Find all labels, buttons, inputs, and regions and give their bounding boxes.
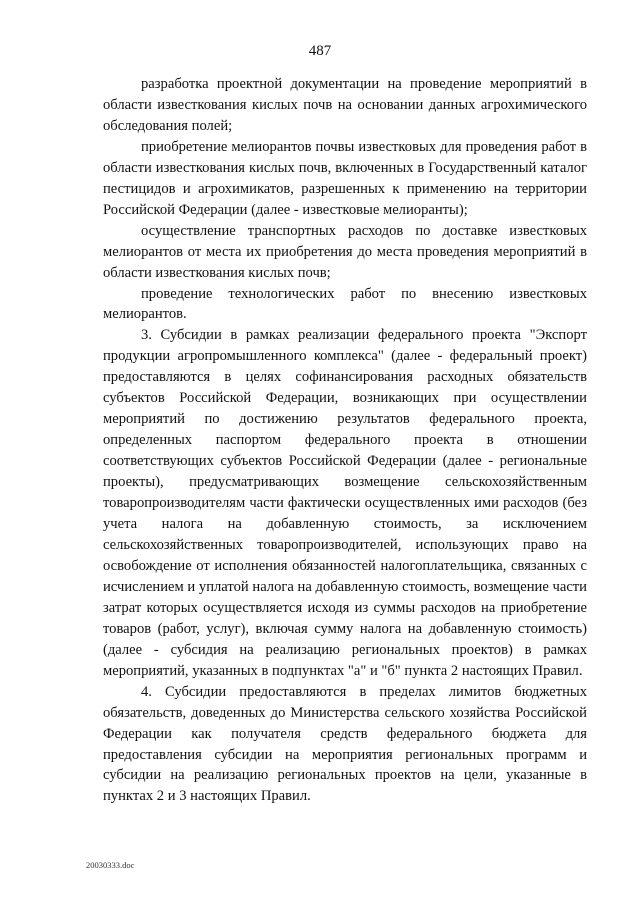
paragraph-item-3-export-subsidies: 3. Субсидии в рамках реализации федерального проекта "Экспорт продукции агропромышленного комплекса" (далее - федеральный проект) предоставляются в целях софинансирования расходных обязательств субъектов Российской Федерации, возникающих при осуществлении мероприятий по достижению результатов федерального проекта, определенных паспортом федерального проекта в отношении соответствующих субъектов Российской Федерации (далее - региональные проекты), предусматривающих возмещение сельскохозяйственным товаропроизводителям части фактически осуществленных ими расходов (без учета налога на добавленную стоимость, за исключением сельскохозяйственных товаропроизводителей, использующих право на освобождение от исполнения обязанностей налогоплательщика, связанных с исчислением и уплатой налога на добавленную стоимость, возмещение части затрат которых осуществляется исходя из суммы расходов на приобретение товаров (работ, услуг), включая сумму налога на добавленную стоимость) (далее - субсидия на реализацию региональных проектов) в рамках мероприятий, указанных в подпунктах "а" и "б" пункта 2 настоящих Правил.: [103, 327, 587, 679]
paragraph-item-4-budget-limits: 4. Субсидии предоставляются в пределах лимитов бюджетных обязательств, доведенных до Министерства сельского хозяйства Российской Федерации как получателя средств федерального бюджета для предоставления субсидии на мероприятия региональных программ и субсидии на реализацию региональных проектов на цели, указанные в пунктах 2 и 3 настоящих Правил.: [103, 683, 587, 805]
paragraph-lime-project-docs: разработка проектной документации на проведение мероприятий в области известкования кислых почв на основании данных агрохимического обследования полей;: [103, 76, 587, 134]
paragraph-transport-costs: осуществление транспортных расходов по доставке известковых мелиорантов от места их приобретения до места проведения мероприятий в области известкования кислых почв;: [103, 222, 587, 281]
paragraph-lime-ameliorants-purchase: приобретение мелиорантов почвы известковых для проведения работ в области известкования кислых почв, включенных в Государственный каталог пестицидов и агрохимикатов, разрешенных к применению на территории Российской Федерации (далее - известковые мелиоранты);: [103, 138, 587, 218]
document-body: [103, 74, 587, 807]
footer-file-code: 20030333.doc: [86, 860, 135, 870]
page-number: 487: [308, 43, 332, 59]
paragraph-technological-works: проведение технологических работ по внесению известковых мелиорантов.: [103, 285, 587, 323]
